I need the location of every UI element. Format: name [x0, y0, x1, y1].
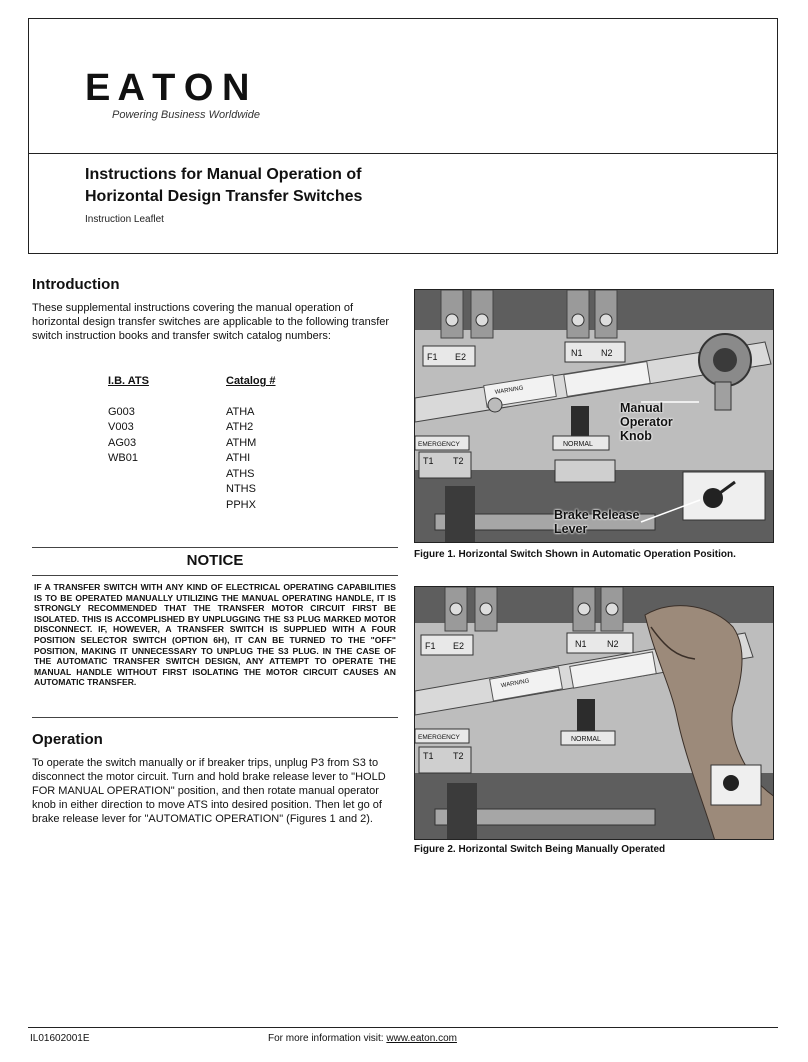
label-n2: N2: [607, 639, 619, 649]
catalog-item: ATH2: [226, 421, 254, 433]
label-e2: E2: [453, 641, 465, 651]
callout-knob-line-1: Manual: [620, 401, 664, 415]
eaton-website-link[interactable]: www.eaton.com: [386, 1033, 457, 1044]
catalog-item: ATHM: [226, 436, 257, 449]
label-n1: N1: [575, 639, 587, 649]
notice-title: NOTICE: [186, 552, 244, 569]
figure-2-photo: [414, 586, 774, 840]
title-line-2: Horizontal Design Transfer Switches: [85, 188, 363, 205]
label-f1: F1: [425, 641, 436, 651]
footer-divider: [28, 1027, 778, 1028]
label-t1: T1: [423, 751, 434, 761]
introduction-text: These supplemental instructions covering the manual operation of horizontal design transfer switches are applicable to the following transfer switch instruction books and transfer switch catalog numbers:: [32, 302, 390, 342]
label-n1: N1: [571, 348, 583, 358]
callout-brake-release-lever: [554, 508, 639, 536]
label-t1: T1: [423, 456, 434, 466]
label-warning: WARNING: [500, 678, 530, 690]
label-t2: T2: [453, 456, 464, 466]
catalog-item: PPHX: [226, 498, 256, 511]
callout-knob-line-3: Knob: [620, 429, 652, 443]
operation-section: [32, 731, 394, 826]
document-subtitle: Instruction Leaflet: [85, 214, 164, 225]
footer-info: [268, 1033, 457, 1044]
header-box: [28, 18, 778, 254]
catalog-item: ATHA: [226, 405, 255, 418]
label-t2: T2: [453, 751, 464, 761]
notice-box: [32, 547, 398, 718]
eaton-logo: [85, 69, 260, 121]
catalog-item: ATHS: [226, 467, 255, 480]
label-normal: NORMAL: [571, 736, 601, 743]
label-warning: WARNING: [494, 385, 524, 396]
label-normal: NORMAL: [563, 441, 593, 448]
footer-info-text: For more information visit:: [268, 1033, 387, 1044]
ib-ats-item: WB01: [108, 452, 138, 464]
ib-ats-header: I.B. ATS: [108, 375, 149, 387]
catalog-number-header: Catalog #: [226, 375, 276, 387]
introduction-section: [32, 276, 394, 343]
figure-1-caption: Figure 1. Horizontal Switch Shown in Automatic Operation Position.: [414, 549, 736, 560]
switch-illustration-manual: [415, 587, 774, 840]
ib-ats-item: V003: [108, 421, 134, 433]
introduction-heading: Introduction: [32, 276, 120, 293]
catalog-item: ATHI: [226, 452, 251, 464]
label-emergency: EMERGENCY: [418, 441, 460, 448]
header-divider: [29, 153, 777, 154]
switch-illustration-automatic: [415, 290, 774, 543]
notice-text: IF A TRANSFER SWITCH WITH ANY KIND OF ELECTRICAL OPERATING CAPABILITIES IS TO BE OPERATED MANUALLY UTILIZING THE MANUAL OPERATING HANDLE, IT IS STRONGLY RECOMMENDED THAT THE TRANSFER MOTOR CIRCUIT FIRST BE ISOLATED. THIS IS ACCOMPLISHED BY UNPLUGGING THE S3 PLUG MARKED MOTOR DISCONNECT. IF, HOWEVER, A TRANSFER SWITCH IS SUPPLIED WITH A FOUR POSITION SELECTOR SWITCH (OPTION 6H), IT CAN BE TURNED TO THE "OFF" POSITION, MAKING IT UNNECESSARY TO UNPLUG THE S3 PLUG. IN THE CASE OF THE AUTOMATIC TRANSFER SWITCH DESIGN, ANY ATTEMPT TO OPERATE THE MANUAL HANDLE WITHOUT FIRST ISOLATING THE MOTOR CIRCUIT CAUSES AN AUTOMATIC TRANSFER.: [34, 582, 396, 688]
callout-manual-operator-knob: [620, 401, 673, 443]
label-f1: F1: [427, 352, 438, 362]
callout-brake-line-1: Brake Release: [554, 508, 640, 522]
document-title: [85, 164, 362, 208]
title-line-1: Instructions for Manual Operation of: [85, 166, 362, 183]
ib-ats-item: AG03: [108, 436, 137, 449]
callout-knob-line-2: Operator: [620, 415, 673, 429]
logo-wordmark: E A T O N: [85, 67, 249, 109]
logo-tagline: Powering Business Worldwide: [112, 109, 260, 121]
figure-1-photo: [414, 289, 774, 543]
label-n2: N2: [601, 348, 613, 358]
label-e2: E2: [455, 352, 467, 362]
operation-text: To operate the switch manually or if breaker trips, unplug P3 from S3 to disconnect the motor circuit. Turn and hold brake release lever to "HOLD FOR MANUAL OPERATION" position, and then rotate manual operator knob in either direction to move ATS into desired position. Then let go of brake release lever for "AUTOMATIC OPERATION" (Figures 1 and 2).: [32, 757, 386, 825]
catalog-item: NTHS: [226, 483, 256, 495]
figure-2-caption: Figure 2. Horizontal Switch Being Manually Operated: [414, 844, 666, 855]
catalog-number-column: [226, 374, 346, 513]
ib-ats-item: G003: [108, 405, 135, 418]
ib-ats-column: [108, 374, 228, 467]
document-number: IL01602001E: [30, 1033, 90, 1044]
operation-heading: Operation: [32, 731, 103, 748]
label-emergency: EMERGENCY: [418, 734, 460, 741]
callout-brake-line-2: Lever: [554, 522, 588, 536]
